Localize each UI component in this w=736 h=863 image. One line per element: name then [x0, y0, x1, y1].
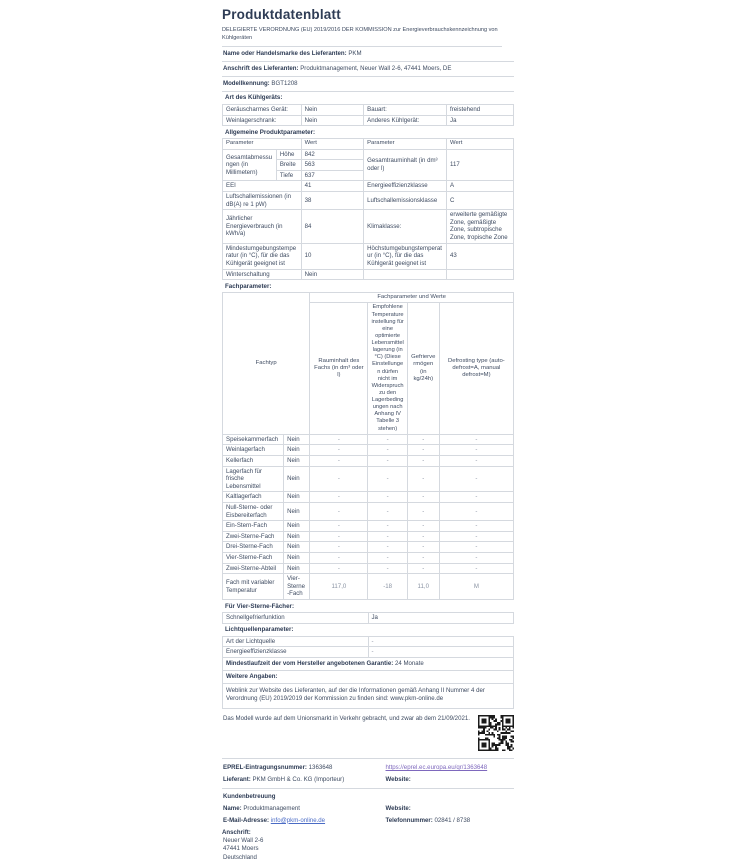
fach-type: Weinlagerfach	[223, 445, 284, 456]
vier-sterne-table	[222, 612, 514, 624]
fach-freezing-capacity: -	[407, 455, 439, 466]
parameter-row	[223, 613, 514, 624]
art-row	[223, 115, 514, 126]
fach-row	[223, 455, 514, 466]
fach-defrost: -	[439, 492, 513, 503]
name-row	[222, 805, 514, 813]
fach-present: Nein	[284, 503, 310, 521]
fach-temperature: -	[368, 563, 407, 574]
fach-defrost: -	[439, 531, 513, 542]
param-label: EEI	[223, 181, 302, 192]
dim-value: 842	[301, 149, 364, 160]
market-block	[222, 709, 514, 756]
col-fachtyp: Fachtyp	[223, 293, 310, 435]
param-label: Energieeffizienzklasse	[364, 181, 447, 192]
website-label: Website:	[385, 775, 411, 783]
telefon-value: 02841 / 8738	[434, 816, 471, 824]
fach-defrost: -	[439, 455, 513, 466]
info-row	[222, 47, 514, 62]
address-line: 47441 Moers	[223, 845, 259, 853]
parameter-row	[223, 647, 514, 658]
fach-present: Nein	[284, 466, 310, 492]
website-label: Website:	[385, 804, 411, 812]
product-datasheet	[222, 0, 514, 863]
param-value: 10	[301, 243, 364, 269]
eprel-link[interactable]: https://eprel.ec.europa.eu/qr/1363648	[385, 763, 488, 771]
lieferant-label: Lieferant:	[223, 775, 251, 783]
fach-type: Lagerfach für frische Lebensmittel	[223, 466, 284, 492]
fach-defrost: -	[439, 563, 513, 574]
fach-volume: 117,0	[310, 574, 368, 600]
param-label: Energieeffizienzklasse	[223, 647, 369, 658]
fach-freezing-capacity: -	[407, 466, 439, 492]
dim-value: 563	[301, 160, 364, 171]
fach-present: Nein	[284, 492, 310, 503]
email-label: E-Mail-Adresse:	[223, 816, 270, 824]
col-wert: Wert	[301, 139, 364, 149]
param-label	[364, 269, 447, 280]
param-value: Nein	[301, 269, 364, 280]
fach-type: Kaltlagerfach	[223, 492, 284, 503]
fach-freezing-capacity: -	[407, 531, 439, 542]
param-value: Nein	[301, 104, 364, 115]
fach-volume: -	[310, 466, 368, 492]
fach-type: Speisekammerfach	[223, 434, 284, 445]
fach-temperature: -	[368, 455, 407, 466]
fach-defrost: -	[439, 542, 513, 553]
lieferant-row	[222, 776, 514, 784]
fach-volume: -	[310, 455, 368, 466]
volume-label: Gesamtrauminhalt (in dm³ oder l)	[364, 149, 447, 181]
market-text: Das Modell wurde auf dem Unionsmarkt in Verkehr gebracht, und zwar ab dem 21/09/2021.	[223, 714, 470, 722]
fach-present: Nein	[284, 531, 310, 542]
fach-freezing-capacity: -	[407, 542, 439, 553]
parameter-row	[223, 636, 514, 647]
fach-row	[223, 503, 514, 521]
param-label: Klimaklasse:	[364, 210, 447, 243]
fach-present: Nein	[284, 455, 310, 466]
param-label: Weinlagerschrank:	[223, 115, 302, 126]
fach-row	[223, 574, 514, 600]
fach-type: Null-Sterne- oder Eisbereiterfach	[223, 503, 284, 521]
param-label: Art der Lichtquelle	[223, 636, 369, 647]
param-value: Nein	[301, 115, 364, 126]
fach-volume: -	[310, 553, 368, 564]
art-row	[223, 104, 514, 115]
fach-defrost: -	[439, 445, 513, 456]
fach-row	[223, 553, 514, 564]
info-row	[222, 62, 514, 77]
fach-row	[223, 434, 514, 445]
address-line: Neuer Wall 2-6	[223, 836, 264, 844]
fach-temperature: -	[368, 466, 407, 492]
fach-defrost: -	[439, 521, 513, 532]
fach-defrost: -	[439, 503, 513, 521]
supplier-website-link[interactable]: www.pkm-online.de	[390, 695, 444, 703]
email-link[interactable]: info@pkm-online.de	[270, 816, 326, 824]
param-label: Luftschallemissionen (in dB(A) re 1 pW)	[223, 192, 302, 210]
volume-value: 117	[447, 149, 514, 181]
fach-type: Kellerfach	[223, 455, 284, 466]
col-wert: Wert	[447, 139, 514, 149]
fach-span-header-row	[223, 293, 514, 303]
allgemeine-parameter-table	[222, 138, 514, 280]
fach-type: Ein-Stern-Fach	[223, 521, 284, 532]
fach-present: Nein	[284, 542, 310, 553]
anschrift-label: Anschrift:	[222, 828, 251, 836]
section-weitere-angaben	[222, 671, 514, 684]
art-table	[222, 104, 514, 126]
param-label: Luftschallemissionsklasse	[364, 192, 447, 210]
supplier-info-rows	[222, 47, 514, 92]
col-parameter: Parameter	[364, 139, 447, 149]
param-value: 38	[301, 192, 364, 210]
weitere-angaben-label: Weitere Angaben:	[226, 673, 278, 681]
fach-row	[223, 445, 514, 456]
lieferant-value: PKM GmbH & Co. KG (Importeur)	[252, 775, 345, 783]
info-label: Anschrift des Lieferanten:	[223, 65, 299, 73]
section-art-des-kuehlgeraets: Art des Kühlgeräts:	[222, 92, 514, 105]
info-row	[222, 77, 514, 92]
fach-row	[223, 492, 514, 503]
fach-temperature: -	[368, 445, 407, 456]
fach-temperature: -	[368, 503, 407, 521]
param-label: Höchstumgebungstemperatur (in °C), für die das Kühlgerät geeignet ist	[364, 243, 447, 269]
fach-temperature: -	[368, 531, 407, 542]
fach-temperature: -	[368, 434, 407, 445]
fach-present: Nein	[284, 445, 310, 456]
info-label: Modellkennung:	[223, 80, 270, 88]
fach-volume: -	[310, 531, 368, 542]
fach-volume: -	[310, 542, 368, 553]
address-lines	[222, 837, 514, 863]
section-fachparameter: Fachparameter:	[222, 280, 514, 293]
fach-freezing-capacity: 11,0	[407, 574, 439, 600]
param-value: freistehend	[447, 104, 514, 115]
fach-freezing-capacity: -	[407, 563, 439, 574]
qr-code	[478, 715, 514, 751]
fach-freezing-capacity: -	[407, 521, 439, 532]
fach-row	[223, 563, 514, 574]
fach-temperature: -	[368, 542, 407, 553]
fach-row	[223, 521, 514, 532]
footer-block	[222, 758, 514, 863]
info-value: Produktmanagement, Neuer Wall 2-6, 47441 Moers, DE	[300, 65, 452, 73]
param-label: Schnellgefrierfunktion	[223, 613, 369, 624]
param-label: Winterschaltung	[223, 269, 302, 280]
fach-volume: -	[310, 503, 368, 521]
fachparameter-table	[222, 292, 514, 600]
param-value: Ja	[447, 115, 514, 126]
param-value: A	[447, 181, 514, 192]
param-value: 43	[447, 243, 514, 269]
fach-defrost: -	[439, 434, 513, 445]
address-line: Deutschland	[223, 854, 257, 862]
kundenbetreuung-section	[222, 788, 514, 863]
param-value: -	[368, 647, 514, 658]
param-value: 41	[301, 181, 364, 192]
fach-present: Vier-Sterne-Fach	[284, 574, 310, 600]
param-value: C	[447, 192, 514, 210]
fach-freezing-capacity: -	[407, 553, 439, 564]
fach-type: Vier-Sterne-Fach	[223, 553, 284, 564]
col-defrosting-type: Defrosting type (auto-defrost=A, manual defrost=M)	[439, 303, 513, 434]
info-label: Name oder Handelsmarke des Lieferanten:	[223, 50, 347, 58]
fach-row	[223, 466, 514, 492]
section-vier-sterne-faecher: Für Vier-Sterne-Fächer:	[222, 600, 514, 613]
eprel-number: 1363648	[308, 763, 333, 771]
fach-freezing-capacity: -	[407, 503, 439, 521]
param-label: Jährlicher Energieverbrauch (in kWh/a)	[223, 210, 302, 243]
fach-row	[223, 542, 514, 553]
section-lichtquellenparameter: Lichtquellenparameter:	[222, 624, 514, 637]
garantie-row	[222, 658, 514, 671]
param-value	[447, 269, 514, 280]
param-value: Ja	[368, 613, 514, 624]
section-allgemeine-produktparameter: Allgemeine Produktparameter:	[222, 126, 514, 139]
fach-type: Fach mit variabler Temperatur	[223, 574, 284, 600]
dim-sub-label: Breite	[276, 160, 301, 171]
fach-type: Zwei-Sterne-Abteil	[223, 563, 284, 574]
name-label: Name:	[223, 804, 242, 812]
fach-defrost: -	[439, 553, 513, 564]
garantie-label: Mindestlaufzeit der vom Hersteller angebotenen Garantie:	[226, 660, 394, 668]
parameter-row	[223, 210, 514, 243]
eprel-row	[222, 764, 514, 772]
dims-label: Gesamtabmessungen (in Millimetern)	[223, 149, 277, 181]
fach-temperature: -	[368, 553, 407, 564]
fach-present: Nein	[284, 553, 310, 564]
fach-type: Zwei-Sterne-Fach	[223, 531, 284, 542]
dims-row-hoehe	[223, 149, 514, 160]
param-label: Bauart:	[364, 104, 447, 115]
fach-present: Nein	[284, 521, 310, 532]
fach-present: Nein	[284, 563, 310, 574]
page-title: Produktdatenblatt	[222, 7, 341, 22]
fach-defrost: -	[439, 466, 513, 492]
fach-volume: -	[310, 434, 368, 445]
col-temperatureinstellung: Empfohlene Temperatureinstellung für eine optimierte Lebensmittellagerung (in °C) (Diese Einstellungen dürfen nicht im Widerspruch zu den Lagerbedingungen nach Anhang IV Tabelle 3 stehen)	[368, 303, 407, 434]
lichtquellen-table	[222, 636, 514, 658]
fach-volume: -	[310, 563, 368, 574]
weblink-paragraph	[222, 684, 514, 709]
col-parameter: Parameter	[223, 139, 302, 149]
parameter-row	[223, 181, 514, 192]
fach-temperature: -	[368, 492, 407, 503]
param-label: Mindestumgebungstemperatur (in °C), für die das Kühlgerät geeignet ist	[223, 243, 302, 269]
dim-sub-label: Tiefe	[276, 170, 301, 181]
fach-volume: -	[310, 521, 368, 532]
fach-defrost: M	[439, 574, 513, 600]
fach-volume: -	[310, 445, 368, 456]
fach-temperature: -18	[368, 574, 407, 600]
fach-present: Nein	[284, 434, 310, 445]
parameter-row	[223, 269, 514, 280]
fach-type: Drei-Sterne-Fach	[223, 542, 284, 553]
weblink-text: Weblink zur Website des Lieferanten, auf der die Informationen gemäß Anhang II Nummer 4 der Verordnung (EU) 2019/2019 der Kommission zu finden sind:	[226, 686, 485, 703]
eprel-label: EPREL-Eintragungsnummer:	[223, 763, 307, 771]
fach-row	[223, 531, 514, 542]
fach-freezing-capacity: -	[407, 492, 439, 503]
regulation-text: DELEGIERTE VERORDNUNG (EU) 2019/2016 DER KOMMISSION zur Energieverbrauchskennzeichnung von Kühlgeräten	[222, 25, 502, 47]
param-value: erweiterte gemäßigte Zone, gemäßigte Zone, subtropische Zone, tropische Zone	[447, 210, 514, 243]
param-label: Anderes Kühlgerät:	[364, 115, 447, 126]
anschrift-block	[222, 829, 514, 863]
kundenbetreuung-title-row	[222, 793, 514, 801]
param-label: Geräuscharmes Gerät:	[223, 104, 302, 115]
fach-span-header: Fachparameter und Werte	[310, 293, 514, 303]
col-rauminhalt: Rauminhalt des Fachs (in dm³ oder l)	[310, 303, 368, 434]
parameter-row	[223, 243, 514, 269]
fach-freezing-capacity: -	[407, 445, 439, 456]
name-value: Produktmanagement	[243, 804, 300, 812]
param-value: -	[368, 636, 514, 647]
table-header-row	[223, 139, 514, 149]
telefon-label: Telefonnummer:	[385, 816, 433, 824]
info-value: BGT1208	[271, 80, 298, 88]
info-value: PKM	[348, 50, 362, 58]
fach-freezing-capacity: -	[407, 434, 439, 445]
email-row	[222, 817, 514, 825]
kundenbetreuung-title: Kundenbetreuung	[223, 792, 276, 800]
dim-sub-label: Höhe	[276, 149, 301, 160]
fach-temperature: -	[368, 521, 407, 532]
fach-volume: -	[310, 492, 368, 503]
dim-value: 637	[301, 170, 364, 181]
param-value: 84	[301, 210, 364, 243]
col-gefriervermoegen: Gefriervermögen (in kg/24h)	[407, 303, 439, 434]
garantie-value: 24 Monate	[394, 660, 424, 668]
parameter-row	[223, 192, 514, 210]
